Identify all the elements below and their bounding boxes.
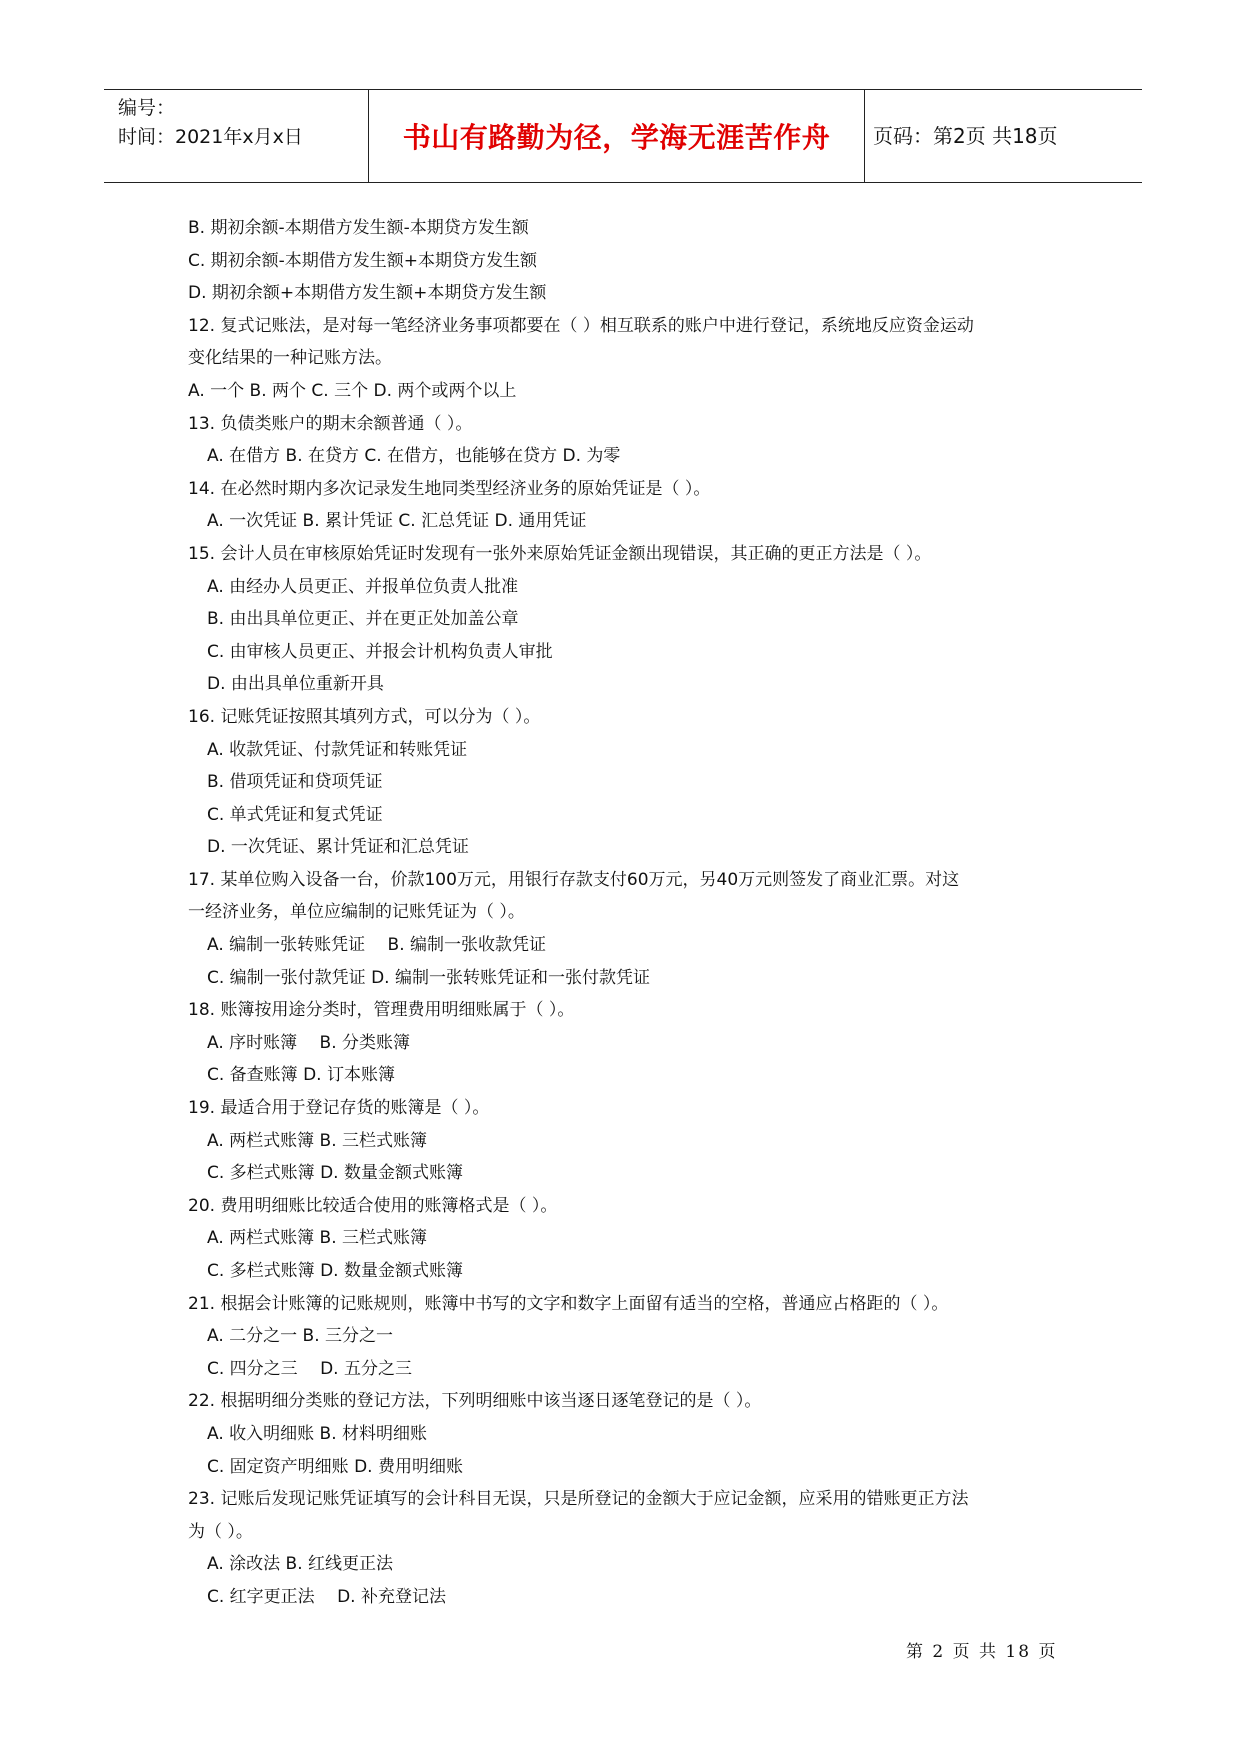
question-line: 20. 费用明细账比较适合使用的账簿格式是（ ）。 [188, 1195, 558, 1216]
question-line: 18. 账簿按用途分类时，管理费用明细账属于（ ）。 [188, 1000, 575, 1021]
option-line: C. 固定资产明细账 D. 费用明细账 [207, 1456, 463, 1477]
option-line: B. 由出具单位更正、并在更正处加盖公章 [207, 609, 519, 630]
option-line: D. 期初余额+本期借方发生额+本期贷方发生额 [188, 283, 547, 304]
option-line: A. 由经办人员更正、并报单位负责人批准 [207, 576, 519, 597]
question-line: 17. 某单位购入设备一台，价款100万元，用银行存款支付60万元，另40万元则签发了商业汇票。对这 [188, 869, 960, 890]
page-header [104, 89, 1142, 183]
option-line: D. 由出具单位重新开具 [207, 674, 384, 695]
option-line: C. 四分之三 D. 五分之三 [207, 1358, 412, 1379]
page-code: 页码：第2页 共18页 [873, 124, 1058, 148]
question-line: 19. 最适合用于登记存货的账簿是（ ）。 [188, 1098, 490, 1119]
option-line: A. 编制一张转账凭证 B. 编制一张收款凭证 [207, 935, 547, 956]
question-line: 15. 会计人员在审核原始凭证时发现有一张外来原始凭证金额出现错误，其正确的更正方法是（ ）。 [188, 543, 932, 564]
option-line: C. 多栏式账簿 D. 数量金额式账簿 [207, 1163, 463, 1184]
question-line: 22. 根据明细分类账的登记方法，下列明细账中该当逐日逐笔登记的是（ ）。 [188, 1391, 762, 1412]
option-line: C. 多栏式账簿 D. 数量金额式账簿 [207, 1261, 463, 1281]
option-line: B. 期初余额-本期借方发生额-本期贷方发生额 [188, 218, 529, 238]
option-line: C. 期初余额-本期借方发生额+本期贷方发生额 [188, 250, 538, 271]
question-line: 12. 复式记账法，是对每一笔经济业务事项都要在（ ）相互联系的账户中进行登记，系统地反应资金运动 [188, 315, 974, 336]
option-line: A. 一个 B. 两个 C. 三个 D. 两个或两个以上 [188, 380, 517, 401]
option-line: C. 红字更正法 D. 补充登记法 [207, 1586, 446, 1607]
serial-label: 编号： [118, 97, 176, 119]
option-line: B. 借项凭证和贷项凭证 [207, 772, 383, 793]
motto: 书山有路勤为径，学海无涯苦作舟 [402, 121, 831, 154]
option-line: D. 一次凭证、累计凭证和汇总凭证 [207, 837, 469, 858]
option-line: A. 收款凭证、付款凭证和转账凭证 [207, 739, 468, 760]
page-footer: 第 2 页 共 18 页 [906, 1642, 1058, 1662]
option-line: A. 一次凭证 B. 累计凭证 C. 汇总凭证 D. 通用凭证 [207, 511, 587, 532]
option-line: A. 涂改法 B. 红线更正法 [207, 1554, 394, 1575]
question-line: 13. 负债类账户的期末余额普通（ ）。 [188, 413, 473, 434]
option-line: A. 两栏式账簿 B. 三栏式账簿 [207, 1130, 428, 1151]
option-line: C. 由审核人员更正、并报会计机构负责人审批 [207, 641, 553, 662]
header-meta [118, 94, 303, 152]
date-label: 时间：2021年x月x日 [118, 126, 303, 148]
question-line: 变化结果的一种记账方法。 [188, 348, 392, 369]
option-line: A. 收入明细账 B. 材料明细账 [207, 1423, 428, 1444]
option-line: A. 两栏式账簿 B. 三栏式账簿 [207, 1228, 428, 1249]
question-line: 为（ ）。 [188, 1521, 253, 1542]
question-line: 21. 根据会计账簿的记账规则，账簿中书写的文字和数字上面留有适当的空格，普通应占格距的（ ）。 [188, 1293, 949, 1314]
question-line: 23. 记账后发现记账凭证填写的会计科目无误，只是所登记的金额大于应记金额，应采用的错账更正方法 [188, 1489, 969, 1510]
option-line: C. 编制一张付款凭证 D. 编制一张转账凭证和一张付款凭证 [207, 967, 650, 988]
option-line: C. 单式凭证和复式凭证 [207, 804, 383, 825]
document-body [188, 212, 1068, 1614]
question-line: 一经济业务，单位应编制的记账凭证为（ ）。 [188, 902, 525, 923]
question-line: 14. 在必然时期内多次记录发生地同类型经济业务的原始凭证是（ ）。 [188, 478, 711, 499]
question-line: 16. 记账凭证按照其填列方式，可以分为（ ）。 [188, 706, 541, 727]
option-line: A. 在借方 B. 在贷方 C. 在借方，也能够在贷方 D. 为零 [207, 446, 621, 467]
option-line: A. 序时账簿 B. 分类账簿 [207, 1032, 411, 1053]
option-line: C. 备查账簿 D. 订本账簿 [207, 1065, 395, 1086]
header-motto-cell [368, 90, 865, 182]
option-line: A. 二分之一 B. 三分之一 [207, 1326, 394, 1347]
